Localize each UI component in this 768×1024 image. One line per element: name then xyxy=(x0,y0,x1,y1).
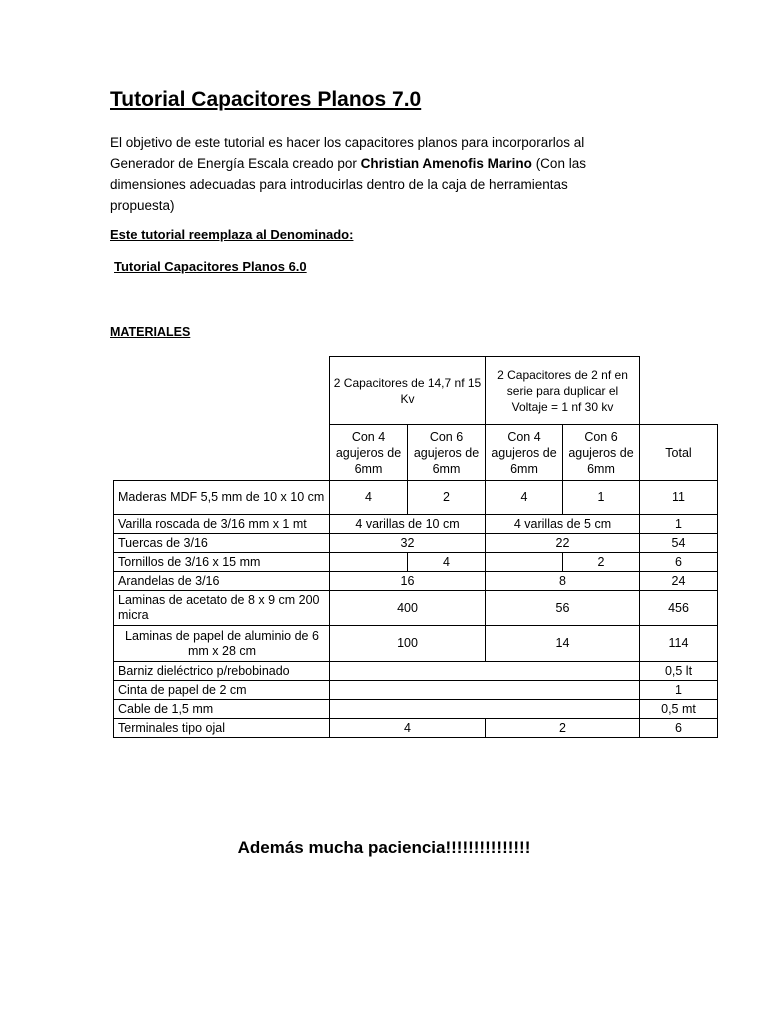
qty-cell: 4 varillas de 5 cm xyxy=(486,515,640,534)
total-cell: 1 xyxy=(640,515,718,534)
author-name: Christian Amenofis Marino xyxy=(360,156,532,171)
empty-qty-cell xyxy=(330,681,640,700)
qty-cell xyxy=(486,553,563,572)
table-row xyxy=(114,681,718,700)
total-cell: 6 xyxy=(640,553,718,572)
empty-corner-cell xyxy=(114,425,330,481)
intro-text-end: (Con las dimensiones adecuadas para introducirlas dentro de la caja de herramientas propuesta) xyxy=(110,156,586,213)
qty-cell: 2 xyxy=(486,719,640,738)
total-cell: 24 xyxy=(640,572,718,591)
total-cell: 6 xyxy=(640,719,718,738)
subheader-b-6-holes: Con 6 agujeros de 6mm xyxy=(563,425,640,481)
empty-qty-cell xyxy=(330,700,640,719)
qty-cell: 4 xyxy=(330,481,408,515)
item-label: Terminales tipo ojal xyxy=(114,719,330,738)
total-cell: 11 xyxy=(640,481,718,515)
qty-cell: 16 xyxy=(330,572,486,591)
item-label: Barniz dieléctrico p/rebobinado xyxy=(114,662,330,681)
table-row xyxy=(114,662,718,681)
total-cell: 1 xyxy=(640,681,718,700)
item-label: Laminas de papel de aluminio de 6 mm x 28 cm xyxy=(114,626,330,662)
total-cell: 0,5 mt xyxy=(640,700,718,719)
table-row xyxy=(114,481,718,515)
qty-cell: 14 xyxy=(486,626,640,662)
table-header-row xyxy=(114,357,718,425)
qty-cell: 100 xyxy=(330,626,486,662)
qty-cell: 4 xyxy=(408,553,486,572)
table-row xyxy=(114,572,718,591)
materials-table xyxy=(113,356,718,738)
qty-cell: 4 xyxy=(330,719,486,738)
table-row xyxy=(114,719,718,738)
empty-qty-cell xyxy=(330,662,640,681)
qty-cell: 22 xyxy=(486,534,640,553)
group-header-2nf: 2 Capacitores de 2 nf en serie para duplicar el Voltaje = 1 nf 30 kv xyxy=(486,357,640,425)
item-label: Varilla roscada de 3/16 mm x 1 mt xyxy=(114,515,330,534)
total-cell: 456 xyxy=(640,591,718,626)
document-title: Tutorial Capacitores Planos 7.0 xyxy=(110,88,422,111)
subheader-a-4-holes: Con 4 agujeros de 6mm xyxy=(330,425,408,481)
subheader-total: Total xyxy=(640,425,718,481)
table-row xyxy=(114,591,718,626)
replace-note: Este tutorial reemplaza al Denominado: xyxy=(110,227,354,242)
total-cell: 54 xyxy=(640,534,718,553)
total-cell: 0,5 lt xyxy=(640,662,718,681)
item-label: Laminas de acetato de 8 x 9 cm 200 micra xyxy=(114,591,330,626)
table-row xyxy=(114,515,718,534)
total-cell: 114 xyxy=(640,626,718,662)
table-row xyxy=(114,700,718,719)
closing-remark: Además mucha paciencia!!!!!!!!!!!!!!! xyxy=(237,838,531,857)
subheader-a-6-holes: Con 6 agujeros de 6mm xyxy=(408,425,486,481)
qty-cell: 32 xyxy=(330,534,486,553)
qty-cell: 4 varillas de 10 cm xyxy=(330,515,486,534)
qty-cell: 4 xyxy=(486,481,563,515)
previous-tutorial-link[interactable]: Tutorial Capacitores Planos 6.0 xyxy=(114,259,307,274)
qty-cell: 2 xyxy=(408,481,486,515)
table-row xyxy=(114,553,718,572)
item-label: Maderas MDF 5,5 mm de 10 x 10 cm xyxy=(114,481,330,515)
empty-corner-cell xyxy=(640,357,718,425)
table-subheader-row xyxy=(114,425,718,481)
qty-cell xyxy=(330,553,408,572)
intro-paragraph xyxy=(110,132,630,216)
item-label: Cable de 1,5 mm xyxy=(114,700,330,719)
item-label: Cinta de papel de 2 cm xyxy=(114,681,330,700)
item-label: Tuercas de 3/16 xyxy=(114,534,330,553)
materials-heading: MATERIALES xyxy=(110,325,191,339)
qty-cell: 2 xyxy=(563,553,640,572)
table-row xyxy=(114,626,718,662)
qty-cell: 56 xyxy=(486,591,640,626)
item-label: Arandelas de 3/16 xyxy=(114,572,330,591)
empty-corner-cell xyxy=(114,357,330,425)
item-label: Tornillos de 3/16 x 15 mm xyxy=(114,553,330,572)
qty-cell: 8 xyxy=(486,572,640,591)
qty-cell: 400 xyxy=(330,591,486,626)
group-header-14-7nf: 2 Capacitores de 14,7 nf 15 Kv xyxy=(330,357,486,425)
subheader-b-4-holes: Con 4 agujeros de 6mm xyxy=(486,425,563,481)
qty-cell: 1 xyxy=(563,481,640,515)
table-row xyxy=(114,534,718,553)
intro-text-start: El objetivo de este tutorial es hacer los capacitores planos para incorporarlos al Generador de Energía Escala creado por xyxy=(110,135,585,171)
